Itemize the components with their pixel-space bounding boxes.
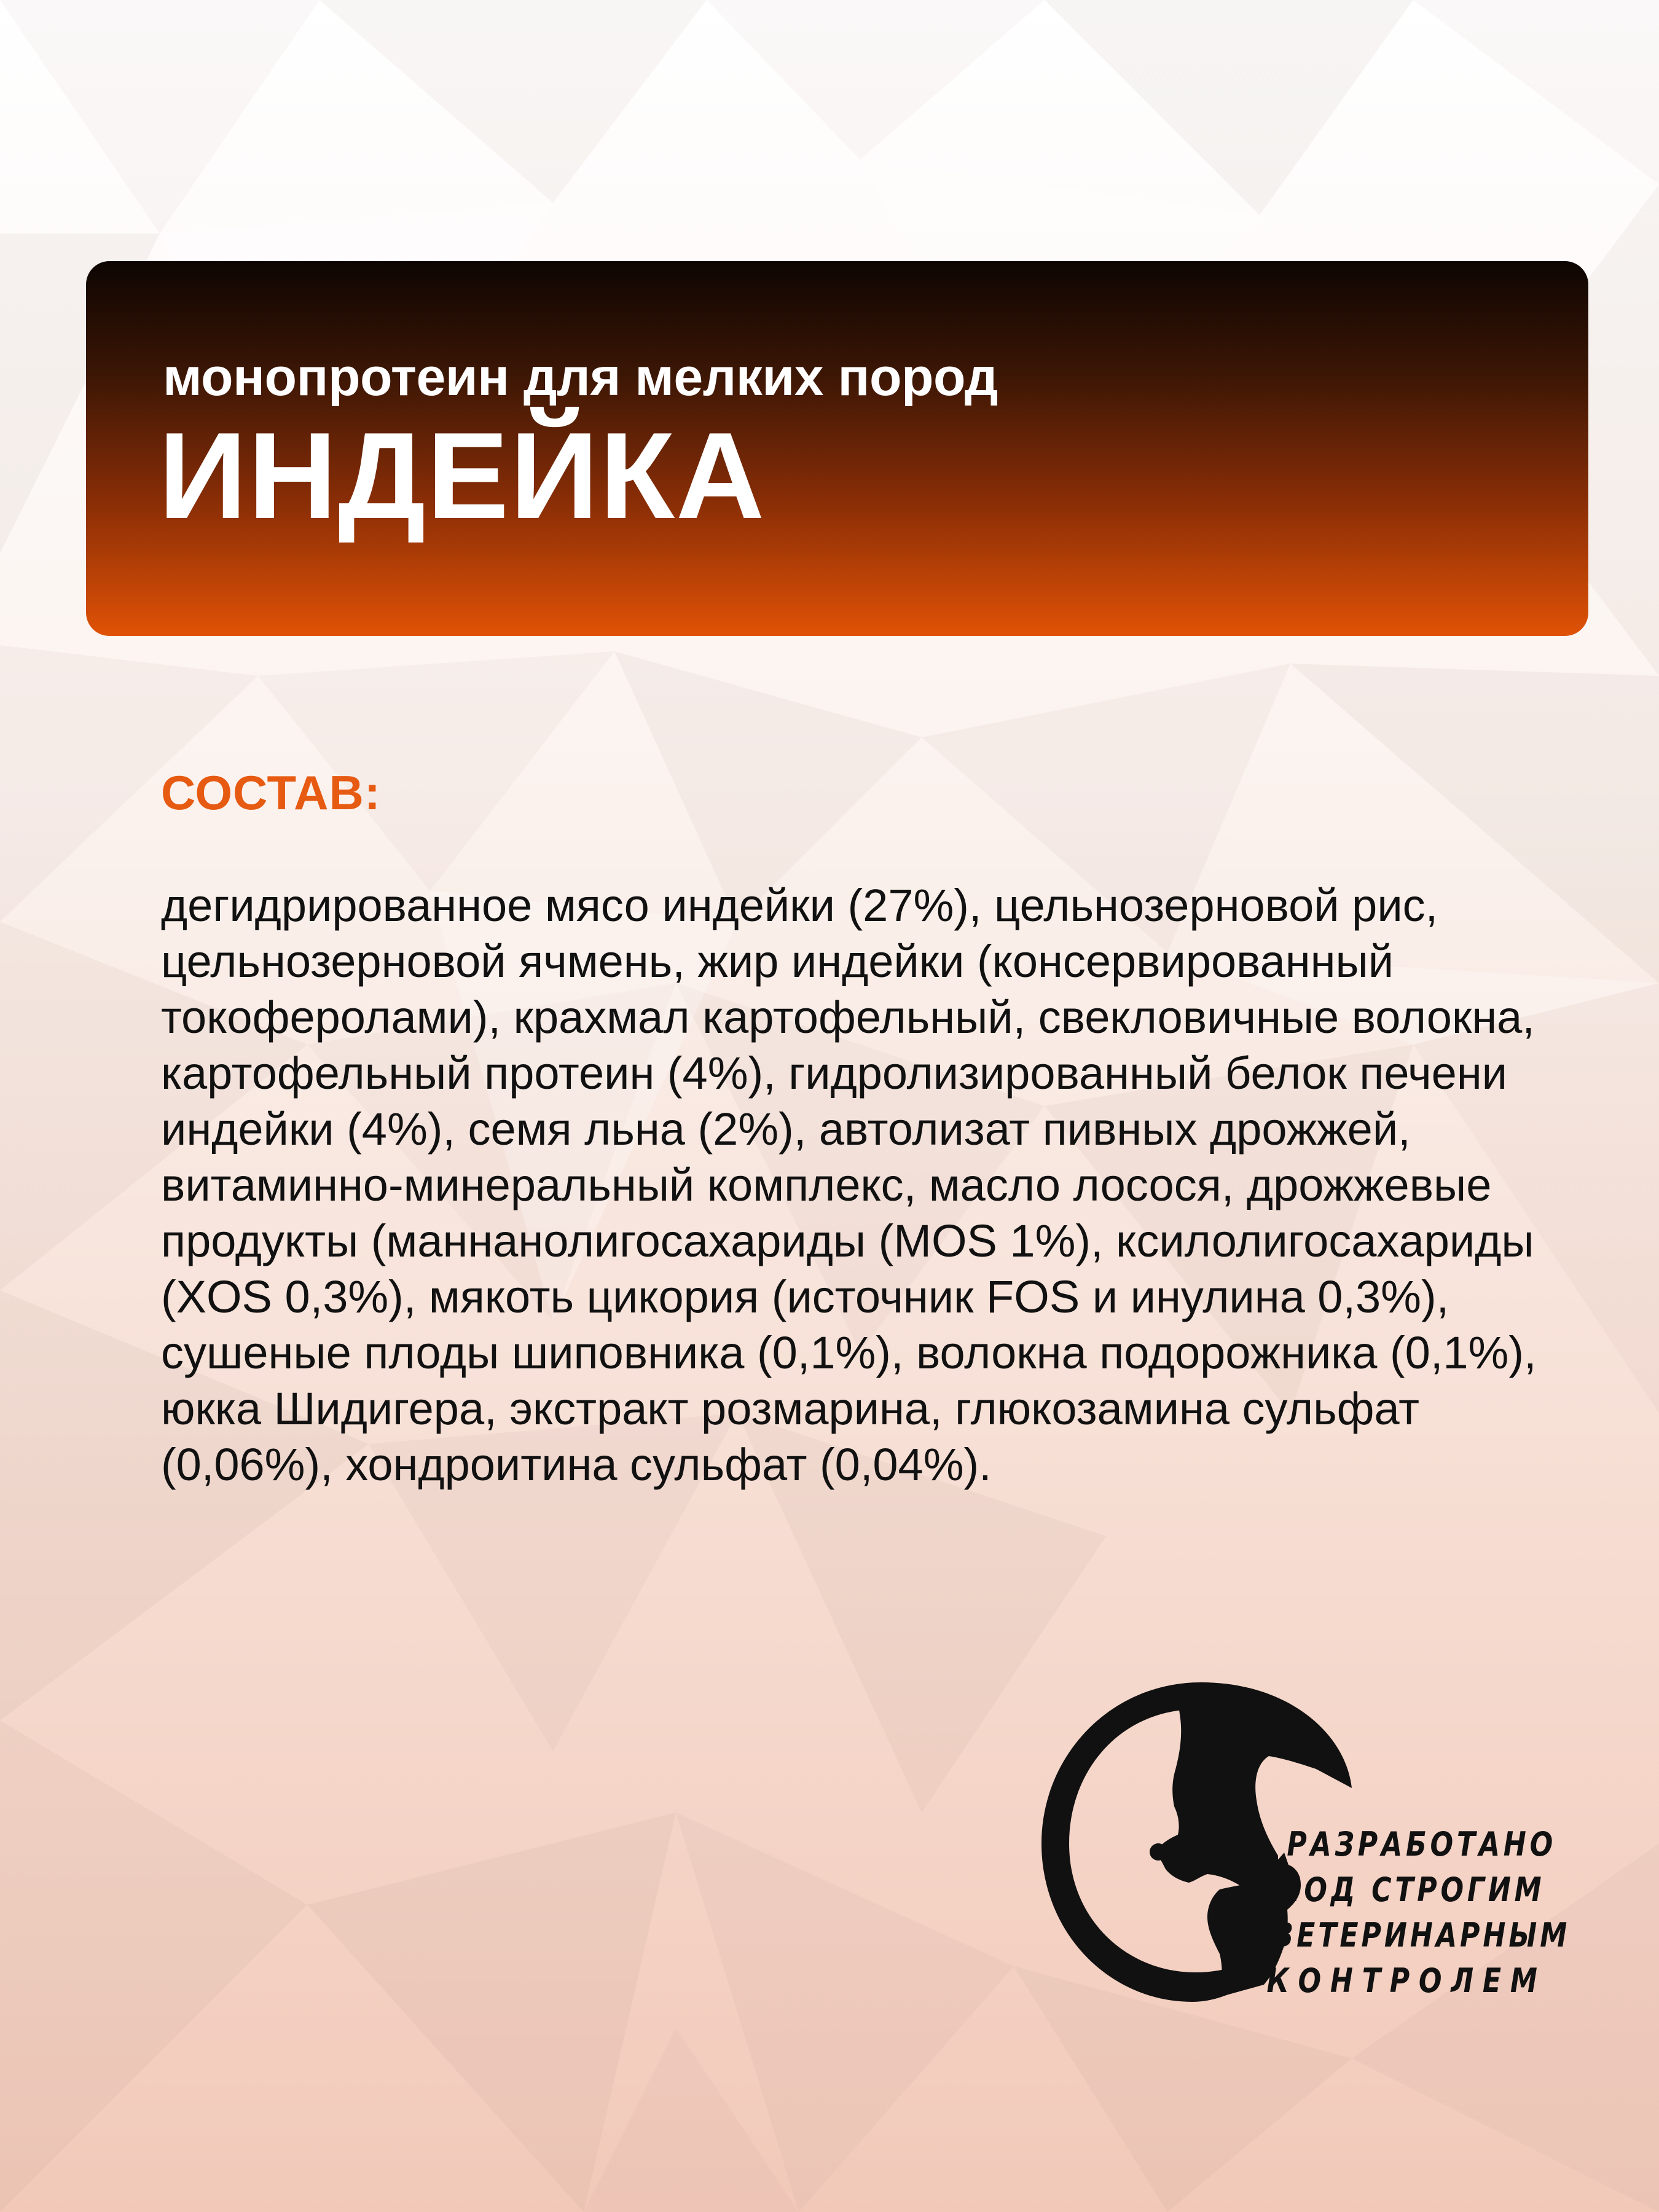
header-banner (86, 261, 1588, 636)
badge-text (1263, 1822, 1571, 2004)
badge-line-1: РАЗРАБОТАНО (1287, 1825, 1556, 1864)
header-title: ИНДЕЙКА (159, 407, 766, 544)
badge-line-4: КОНТРОЛЕМ (1266, 1961, 1547, 2000)
header-subtitle: монопротеин для мелких пород (163, 348, 998, 407)
vet-control-badge (1035, 1677, 1571, 2009)
composition-text: дегидрированное мясо индейки (27%), цельнозерновой рис, цельнозерновой ячмень, жир индейки (консервированный токоферолами), крахмал картофельный, свекловичные волокна, картофельный протеин (4%), гидролизированный белок печени индейки (4%), семя льна (2%), автолизат пивных дрожжей, витаминно-минеральный комплекс, масло лосося, дрожжевые продукты (маннанолигосахариды (MOS 1%), ксилолигосахариды (XOS 0,3%), мякоть цикория (источник FOS и инулина 0,3%), сушеные плоды шиповника (0,1%), волокна подорожника (0,1%), юкка Шидигера, экстракт розмарина, глюкозамина сульфат (0,06%), хондроитина сульфат (0,04%). (161, 880, 1537, 1490)
badge-line-3: ВЕТЕРИНАРНЫМ (1273, 1916, 1571, 1955)
composition-heading: СОСТАВ: (161, 766, 381, 820)
badge-line-2: ПОД СТРОГИМ (1277, 1870, 1545, 1909)
